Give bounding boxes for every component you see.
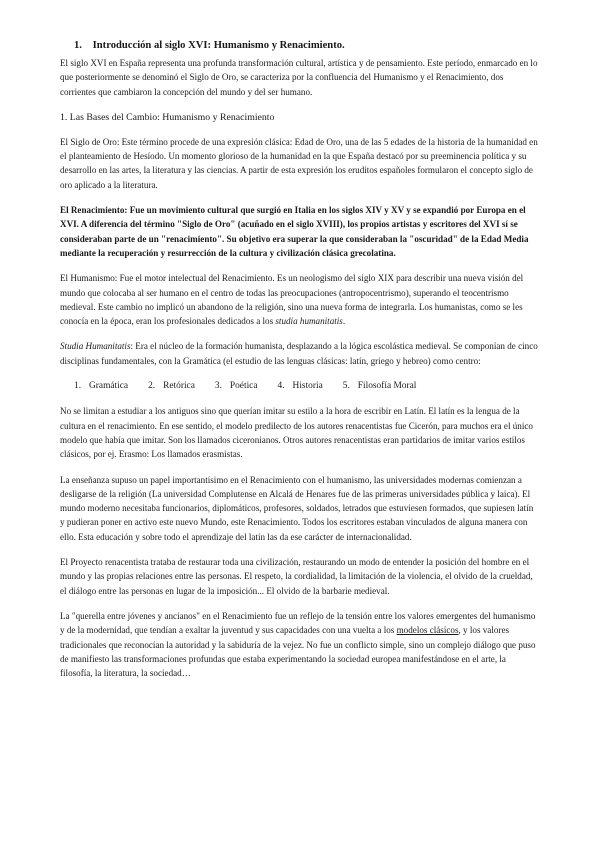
section-subheading: 1. Las Bases del Cambio: Humanismo y Renacimiento bbox=[60, 111, 275, 123]
querella-end: , y los valores tradicionales que reconocían la autoridad y la sabiduría de la vejez. No fue un conflicto simple, sino un complejo diálogo que puso de manifiesto las transformaciones profundas que estaba experimentando la sociedad europea manifestándose en el arte, la filosofía, la literatura, la sociedad… bbox=[60, 625, 536, 679]
list-item: 1. Gramática bbox=[74, 381, 129, 392]
disciplines-list bbox=[60, 379, 538, 393]
intro-paragraph: El siglo XVI en España representa una profunda transformación cultural, artística y de pensamiento. Este período, enmarcado en lo que posteriormente se denominó el Siglo de Oro, se caracteriza por la confluencia del Humanismo y el Renacimiento, dos corrientes que cambiaron la concepción del mundo y del ser humano. bbox=[60, 58, 538, 97]
list-item: 3. Poética bbox=[214, 381, 258, 392]
querella-paragraph bbox=[60, 609, 538, 680]
studia-term: Studia Humanitatis bbox=[60, 341, 131, 352]
siglo-de-oro-paragraph: El Siglo de Oro: Este término procede de una expresión clásica: Edad de Oro, una de las 5 edades de la historia de la humanidad en el planteamiento de Hesíodo. Un momento glorioso de la humanidad en la que España destacó por su preeminencia política y su desarrollo en las artes, la literatura y las ciencias. A partir de esta expresión los eruditos españoles formularon el concepto siglo de oro aplicado a la literatura. bbox=[60, 136, 538, 190]
studia-humanitatis-term: studia humanitatis bbox=[275, 316, 343, 327]
imitacion-paragraph: No se limitan a estudiar a los antiguos sino que querían imitar su estilo a la hora de escribir en Latín. El latín es la lengua de la cultura en el renacimiento. En ese sentido, el modelo predilecto de los autores renacentistas fue Cicerón, para muchos era el único modelo que había que imitar. Son los llamados ciceronianos. Otros autores renacentistas eran partidarios de imitar varios estilos clásicos, por ej. Erasmo: Los llamados erasmistas. bbox=[60, 406, 533, 460]
ensenanza-paragraph: La enseñanza supuso un papel importantísimo en el Renacimiento con el humanismo, las universidades modernas comienzan a desligarse de la religión (La universidad Complutense en Alcalá de Henares fue de las primeras universidades pública y laica). El mundo moderno necesitaba funcionarios, diplomáticos, profesores, soldados, letrados que estuviesen formados, que supiesen latín y pudieran poner en activo este nuevo Mundo, este Renacimiento. Todos los escritores estaban vinculados de alguna manera con ello. Esta educación y sobre todo el aprendizaje del latín las da ese carácter de internacionalidad. bbox=[60, 474, 534, 542]
humanismo-end: . bbox=[342, 316, 346, 327]
modelos-clasicos-link[interactable]: modelos clásicos bbox=[396, 625, 459, 636]
heading-number: 1. bbox=[74, 40, 82, 51]
list-item: 4. Historia bbox=[277, 381, 323, 392]
list-item: 5. Filosofía Moral bbox=[342, 381, 417, 392]
main-heading bbox=[60, 38, 538, 54]
humanismo-paragraph bbox=[60, 271, 538, 328]
proyecto-paragraph: El Proyecto renacentista trataba de restaurar toda una civilización, restaurando un modo de entender la posición del hombre en el mundo y las propias relaciones entre las personas. El respeto, la cordialidad, la limitación de la violencia, el olvido de la crueldad, el diálogo entre las personas en lugar de la imposición... El olvido de la barbarie medieval. bbox=[60, 557, 533, 596]
list-item: 2. Retórica bbox=[148, 381, 195, 392]
querella-text: La "querella entre jóvenes y ancianos" en el Renacimiento fue un reflejo de la tensión entre los valores emergentes del humanismo y de la modernidad, que tendían a exaltar la juventud y sus capacidades con una vuelta a los bbox=[60, 610, 536, 636]
studia-text: : Era el núcleo de la formación humanista, desplazando a la lógica escolástica medieval. Se componían de cinco disciplinas fundamentales, con la Gramática (el estudio de las lenguas clásicas: latín, griego y hebreo) como centro: bbox=[60, 341, 538, 366]
heading-title: Introducción al siglo XVI: Humanismo y Renacimiento. bbox=[92, 40, 345, 51]
renacimiento-paragraph: El Renacimiento: Fue un movimiento cultural que surgió en Italia en los siglos XIV y XV y se expandió por Europa en el XVI. A diferencia del término "Siglo de Oro" (acuñado en el siglo XVIII), los propios artistas y escritores del XVI sí se consideraban parte de un "renacimiento". Su objetivo era superar la que consideraban la "oscuridad" de la Edad Media mediante la recuperación y resurrección de la cultura y civilización clásica grecolatina. bbox=[60, 205, 529, 258]
studia-paragraph bbox=[60, 339, 538, 368]
humanismo-text: El Humanismo: Fue el motor intelectual del Renacimiento. Es un neologismo del siglo XIX para describir una nueva visión del mundo que colocaba al ser humano en el centro de todas las preocupaciones (antropocentrismo), superando el teocentrismo medieval. Este cambio no implicó un abandono de la religión, sino una nueva forma de integrarla. Los humanistas, como se les conocía en la época, eran los profesionales dedicados a los bbox=[60, 273, 524, 327]
